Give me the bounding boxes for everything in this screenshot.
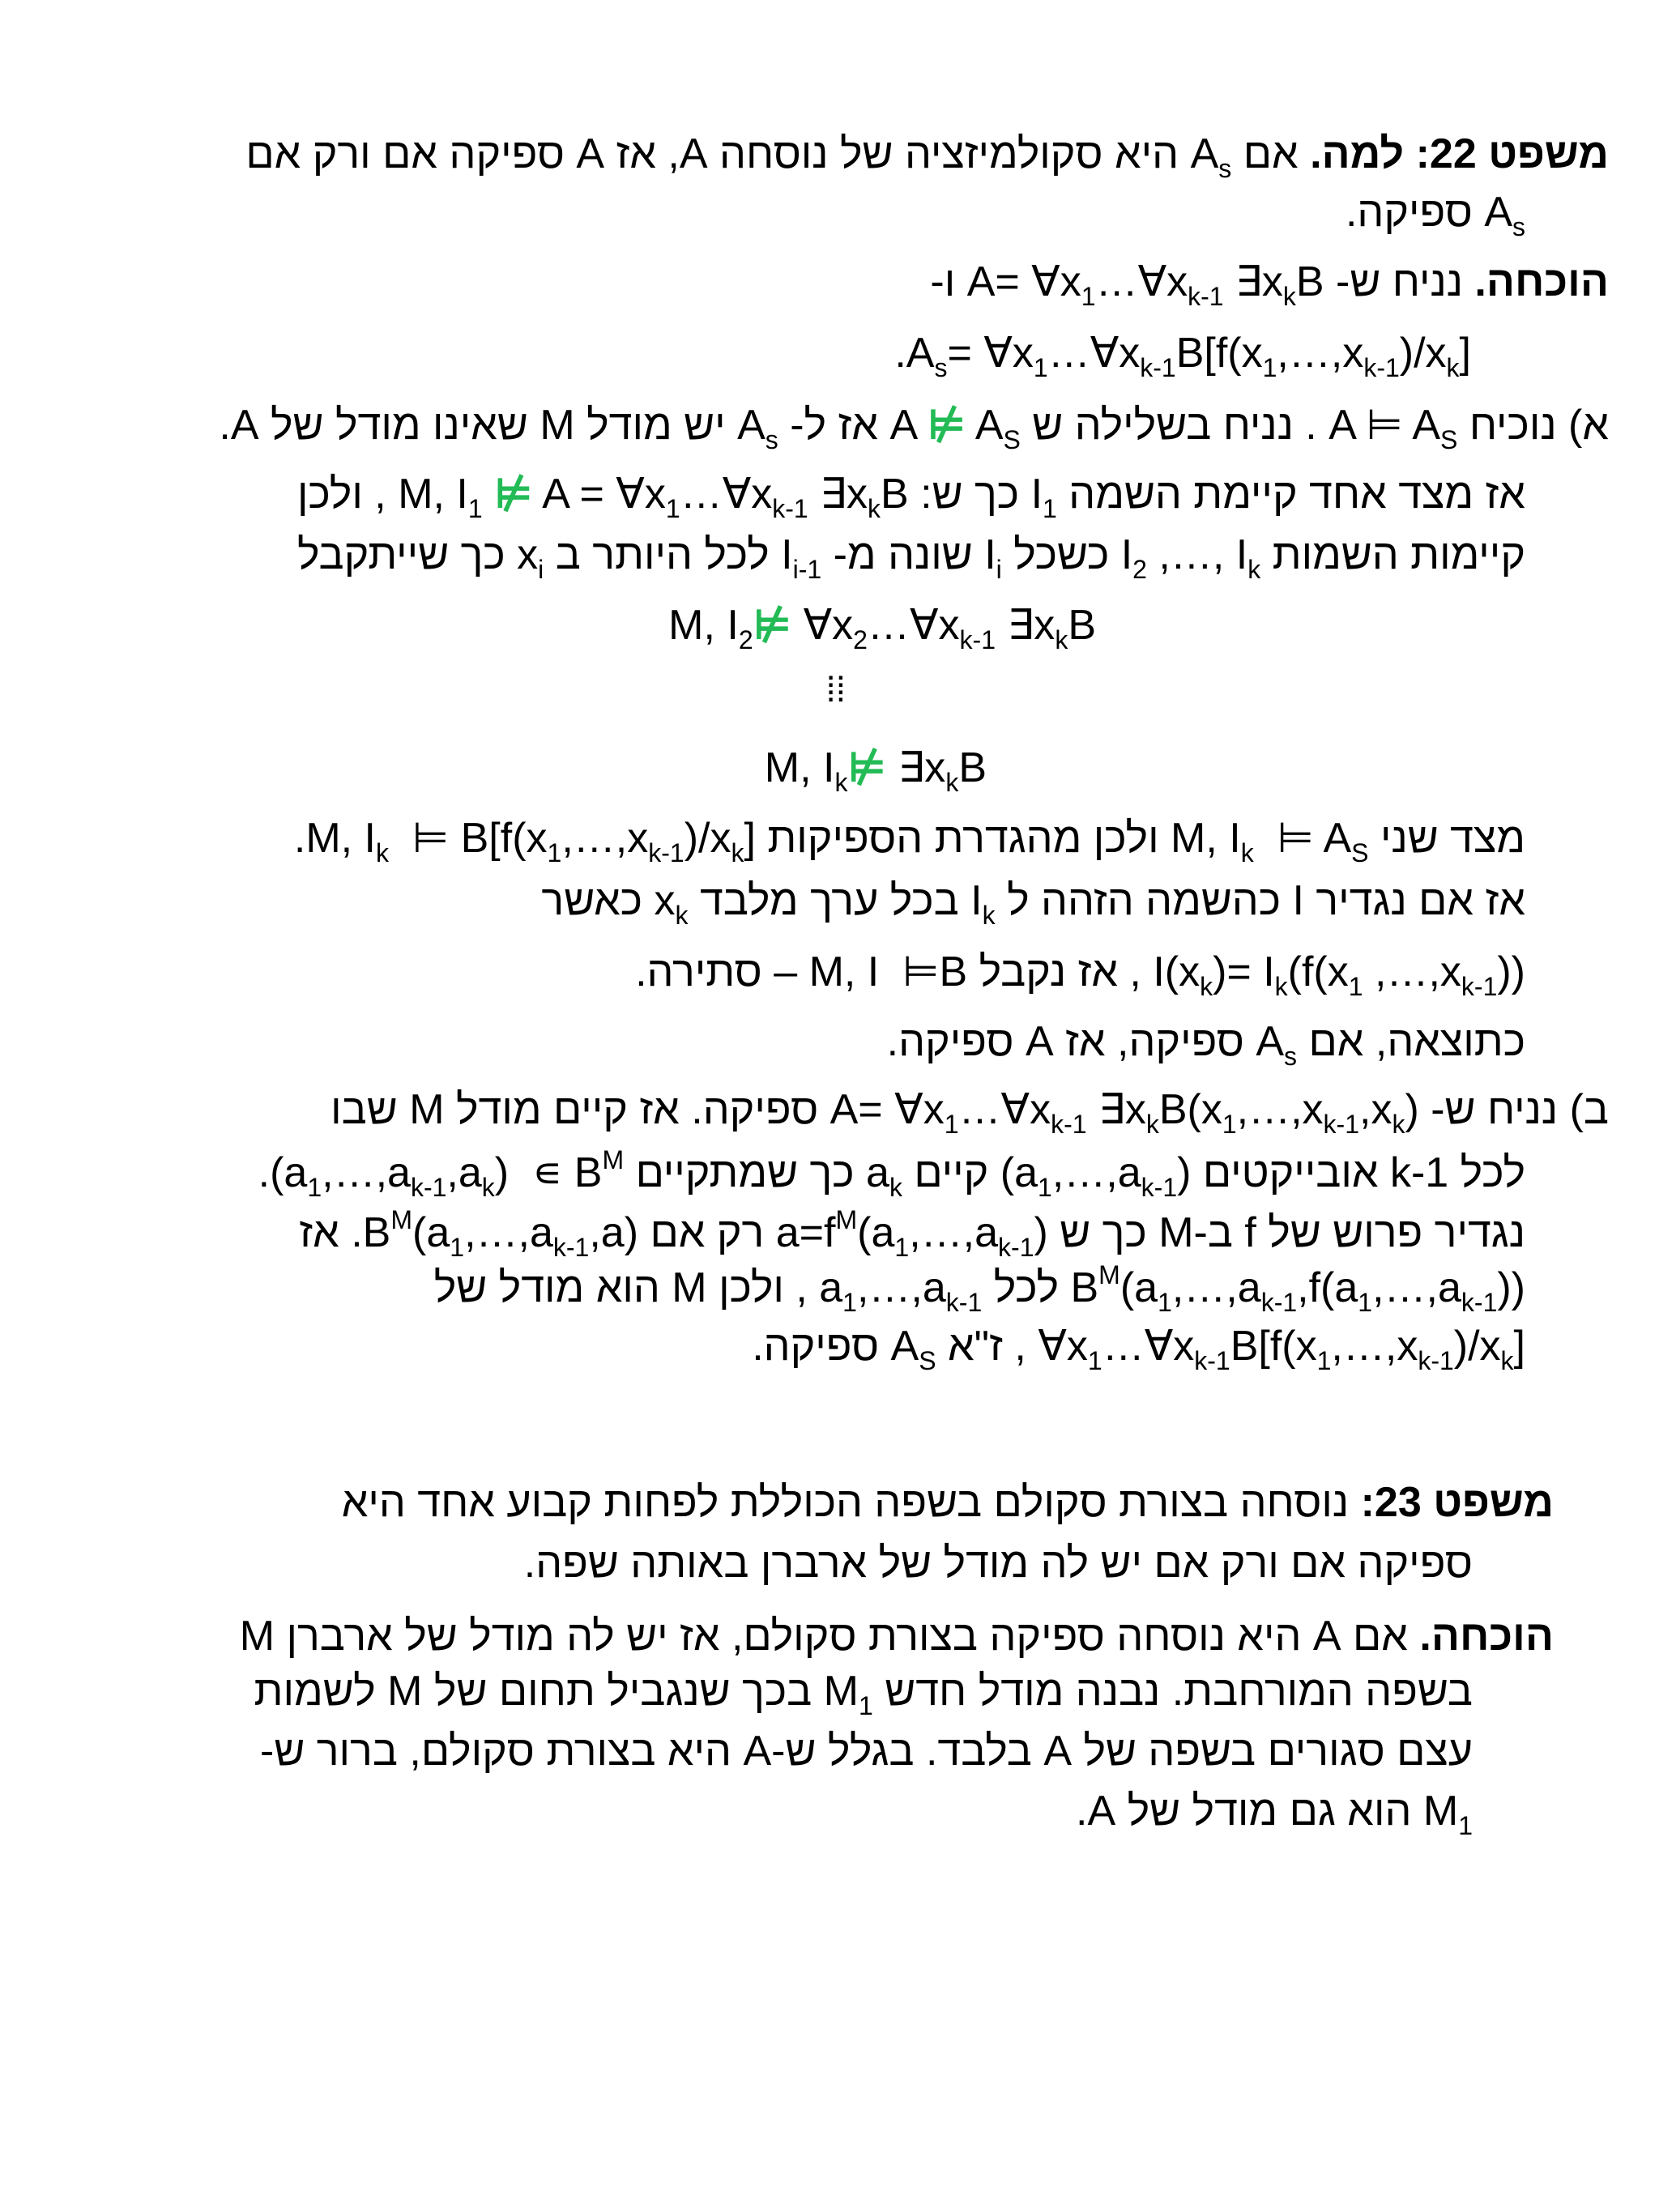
formula: $A_s$ xyxy=(737,402,778,454)
proof-23-label: הוכחה. xyxy=(1419,1613,1554,1660)
formula: $A_s$ xyxy=(1484,189,1525,241)
text: רק אם xyxy=(650,1209,765,1256)
part-a-line-3 xyxy=(297,531,1525,584)
text: , ולכן xyxy=(297,471,386,518)
theorem-23-line-1 xyxy=(342,1478,1554,1527)
part-a-line-5 xyxy=(764,744,987,797)
text: כתוצאה, אם xyxy=(1308,1018,1525,1065)
text: נוסחה בצורת סקולם בשפה הכוללת לפחות קבוע אחד היא xyxy=(341,1479,1350,1526)
formula: $A= \forall x_1\dots\forall x_{k-1}$ $\exists x_kB$ xyxy=(966,258,1324,311)
formula: $M_1$ xyxy=(1422,1788,1473,1840)
formula: $B^M(a_1,\dots,a_{k-1},f(a_1,\dots,a_{k-1}))$ xyxy=(1070,1260,1525,1317)
formula: $a=f^M(a_1,\dots,a_{k-1})$ xyxy=(775,1205,1048,1262)
text: ספיקה אם ורק אם יש לה מודל של ארברן באותה שפה. xyxy=(523,1540,1473,1587)
part-b-line-1 xyxy=(331,1085,1609,1139)
lemma-label: למה. xyxy=(1310,130,1405,177)
part-a-line-9 xyxy=(886,1017,1525,1071)
part-a-line-1 xyxy=(219,401,1609,454)
text: ספיקה, אז A ספיקה. xyxy=(886,1018,1244,1065)
text: לכל k-1 אובייקטים xyxy=(1202,1149,1525,1196)
vertical-dots xyxy=(826,666,846,714)
text: מצד שני xyxy=(1380,815,1525,862)
part-b-line-5 xyxy=(752,1322,1525,1375)
text: אם A היא נוסחה ספיקה בצורת סקולם, אז יש לה מודל של ארברן M xyxy=(239,1613,1408,1660)
formula: M, $I_k$ ⊨ $A_S$ xyxy=(1171,815,1369,867)
part-b-line-3 xyxy=(299,1205,1525,1262)
text: בשפה המורחבת. נבנה מודל חדש xyxy=(885,1668,1473,1715)
text: בכך שנגביל תחום של M לשמות xyxy=(254,1668,812,1715)
formula: A ⊨ $A_S$ xyxy=(1328,402,1458,454)
part-b-line-4 xyxy=(433,1260,1525,1317)
formula: M, $I_2⊭$ $\forall x_2\dots\forall x_{k-1}$ $\exists x_kB$ xyxy=(668,602,1096,654)
text: נניח ש- xyxy=(1336,258,1463,305)
formula: $I_2$ ,…, $I_k$ xyxy=(1120,531,1261,584)
text: יש מודל M שאינו מודל של A. xyxy=(219,402,726,449)
formula: $A= \forall x_1\dots\forall x_{k-1}$ $\exists x_kB(x_1,\dots,x_{k-1},x_k)$ xyxy=(830,1086,1419,1139)
part-a-line-4 xyxy=(668,601,1096,654)
text: היא סקולמיזציה של נוסחה A, אז A ספיקה אם ורק אם xyxy=(245,130,1179,177)
formula: M, $I_1$ ⊭ $A = \forall x_1\dots\forall x_{k-1}$ $\exists x_kB$ xyxy=(398,471,909,523)
theorem-22-label: משפט 22: xyxy=(1415,130,1609,177)
part-b-line-2 xyxy=(258,1145,1525,1202)
part-a-line-8 xyxy=(635,948,1525,1001)
text: כך שמתקיים xyxy=(635,1149,855,1196)
text: ולכן מהגדרת הספיקות xyxy=(767,815,1159,862)
text: ספיקה. xyxy=(752,1323,880,1370)
text: קיים xyxy=(914,1149,989,1196)
text: . נניח בשלילה ש xyxy=(1032,402,1317,449)
formula: $I(x_k)= I_k(f(x_1$ $,\dots,x_{k-1}$)) xyxy=(1153,948,1525,1001)
text: ספיקה. אז קיים מודל M שבו xyxy=(331,1086,819,1133)
text: שונה מ- xyxy=(833,531,973,578)
text: , אז נקבל xyxy=(979,948,1141,995)
text: ספיקה. xyxy=(1345,189,1473,236)
formula: $x_i$ xyxy=(517,531,544,584)
text: – סתירה. xyxy=(635,948,798,995)
proof-23-line-2 xyxy=(254,1667,1473,1720)
formula: $(a_1,\dots,a_{k-1})$ xyxy=(1000,1149,1192,1202)
formula: $A_s$ xyxy=(1256,1018,1298,1071)
text: אז xyxy=(299,1209,339,1256)
text: לכל היותר ב xyxy=(555,531,770,578)
text: ב) xyxy=(1569,1086,1609,1133)
formula: $I_{i-1}$ xyxy=(781,531,822,584)
text: אז מצד אחד קיימת השמה xyxy=(1068,471,1525,518)
text: , ולכן M הוא מודל של xyxy=(433,1264,808,1311)
part-a-line-6 xyxy=(293,814,1525,867)
formula: $A_s$ xyxy=(1190,130,1232,183)
theorem-23-label: משפט 23: xyxy=(1360,1479,1554,1526)
text: , ז"א xyxy=(948,1323,1026,1370)
formula: $a_k$ xyxy=(866,1149,902,1202)
text: נגדיר פרוש של f ב-M כך ש xyxy=(1060,1209,1525,1256)
proof-line-2 xyxy=(894,329,1471,382)
formula: $\forall x_1\dots\forall x_{k-1}B[f(x_1,\dots,x_{k-1})/x_k]$ xyxy=(1038,1323,1525,1375)
formula: M, $I_k⊭$ $\exists x_kB$ xyxy=(764,744,987,797)
text: אז אם נגדיר I כהשמה הזהה ל xyxy=(1007,877,1525,924)
text: כך שייתקבל xyxy=(297,531,505,578)
formula: $I_i$ xyxy=(984,531,1002,584)
text: אז ל- xyxy=(790,402,878,449)
text: נוכיח xyxy=(1469,402,1557,449)
proof-23-line-3 xyxy=(260,1727,1473,1775)
formula: $M_1$ xyxy=(823,1668,873,1720)
part-a-line-7 xyxy=(541,876,1525,930)
theorem-22-line-2 xyxy=(1345,188,1525,241)
theorem-23-line-2 xyxy=(524,1539,1473,1588)
text: כך ש: xyxy=(920,471,1020,518)
text: בכל ערך מלבד xyxy=(699,877,959,924)
formula: A ⊭ $A_S$ xyxy=(889,402,1021,454)
text: ⁞⁞ xyxy=(825,670,846,710)
text: הוא גם מודל של A. xyxy=(1076,1788,1412,1835)
text: קיימות השמות xyxy=(1272,531,1525,578)
formula: .M, $I_k$ ⊨ $B[f(x_1,\dots,x_{k-1})/x_k]$ xyxy=(293,815,756,867)
text: נניח ש- xyxy=(1431,1086,1559,1133)
proof-label: הוכחה. xyxy=(1474,258,1609,305)
formula: $a_1,\dots,a_{k-1}$ xyxy=(819,1264,983,1317)
formula: $.B^M(a_1,\dots,a_{k-1},a)$ xyxy=(351,1205,639,1262)
formula: $.A_s=$ $\forall x_1\dots\forall x_{k-1}B[f(x_1,\dots,x_{k-1})/x_k]$ xyxy=(894,330,1471,382)
proof-23-line-1 xyxy=(240,1612,1554,1660)
text: עצם סגורים בשפה של A בלבד. בגלל ש-A היא בצורת סקולם, ברור ש- xyxy=(260,1728,1473,1775)
formula: $.(a_1,\dots,a_{k-1},a_k)$ ∊ $B^M$ xyxy=(258,1145,625,1202)
formula: $I_1$ xyxy=(1030,471,1057,523)
proof-23-line-4 xyxy=(1076,1787,1473,1840)
text: כאשר xyxy=(541,877,643,924)
text: כשכל xyxy=(1013,531,1110,578)
formula: $I_k$ xyxy=(970,877,996,930)
theorem-22-line-1 xyxy=(245,130,1609,183)
text: א) xyxy=(1568,402,1609,449)
text: ו- xyxy=(930,258,956,305)
text: לכל xyxy=(993,1264,1060,1311)
formula: $x_k$ xyxy=(654,877,689,930)
proof-line-1 xyxy=(930,258,1609,311)
part-a-line-2 xyxy=(297,470,1525,523)
formula: M, I ⊨B xyxy=(808,948,968,995)
text: אם xyxy=(1243,130,1299,177)
formula: $A_S$ xyxy=(890,1323,936,1375)
